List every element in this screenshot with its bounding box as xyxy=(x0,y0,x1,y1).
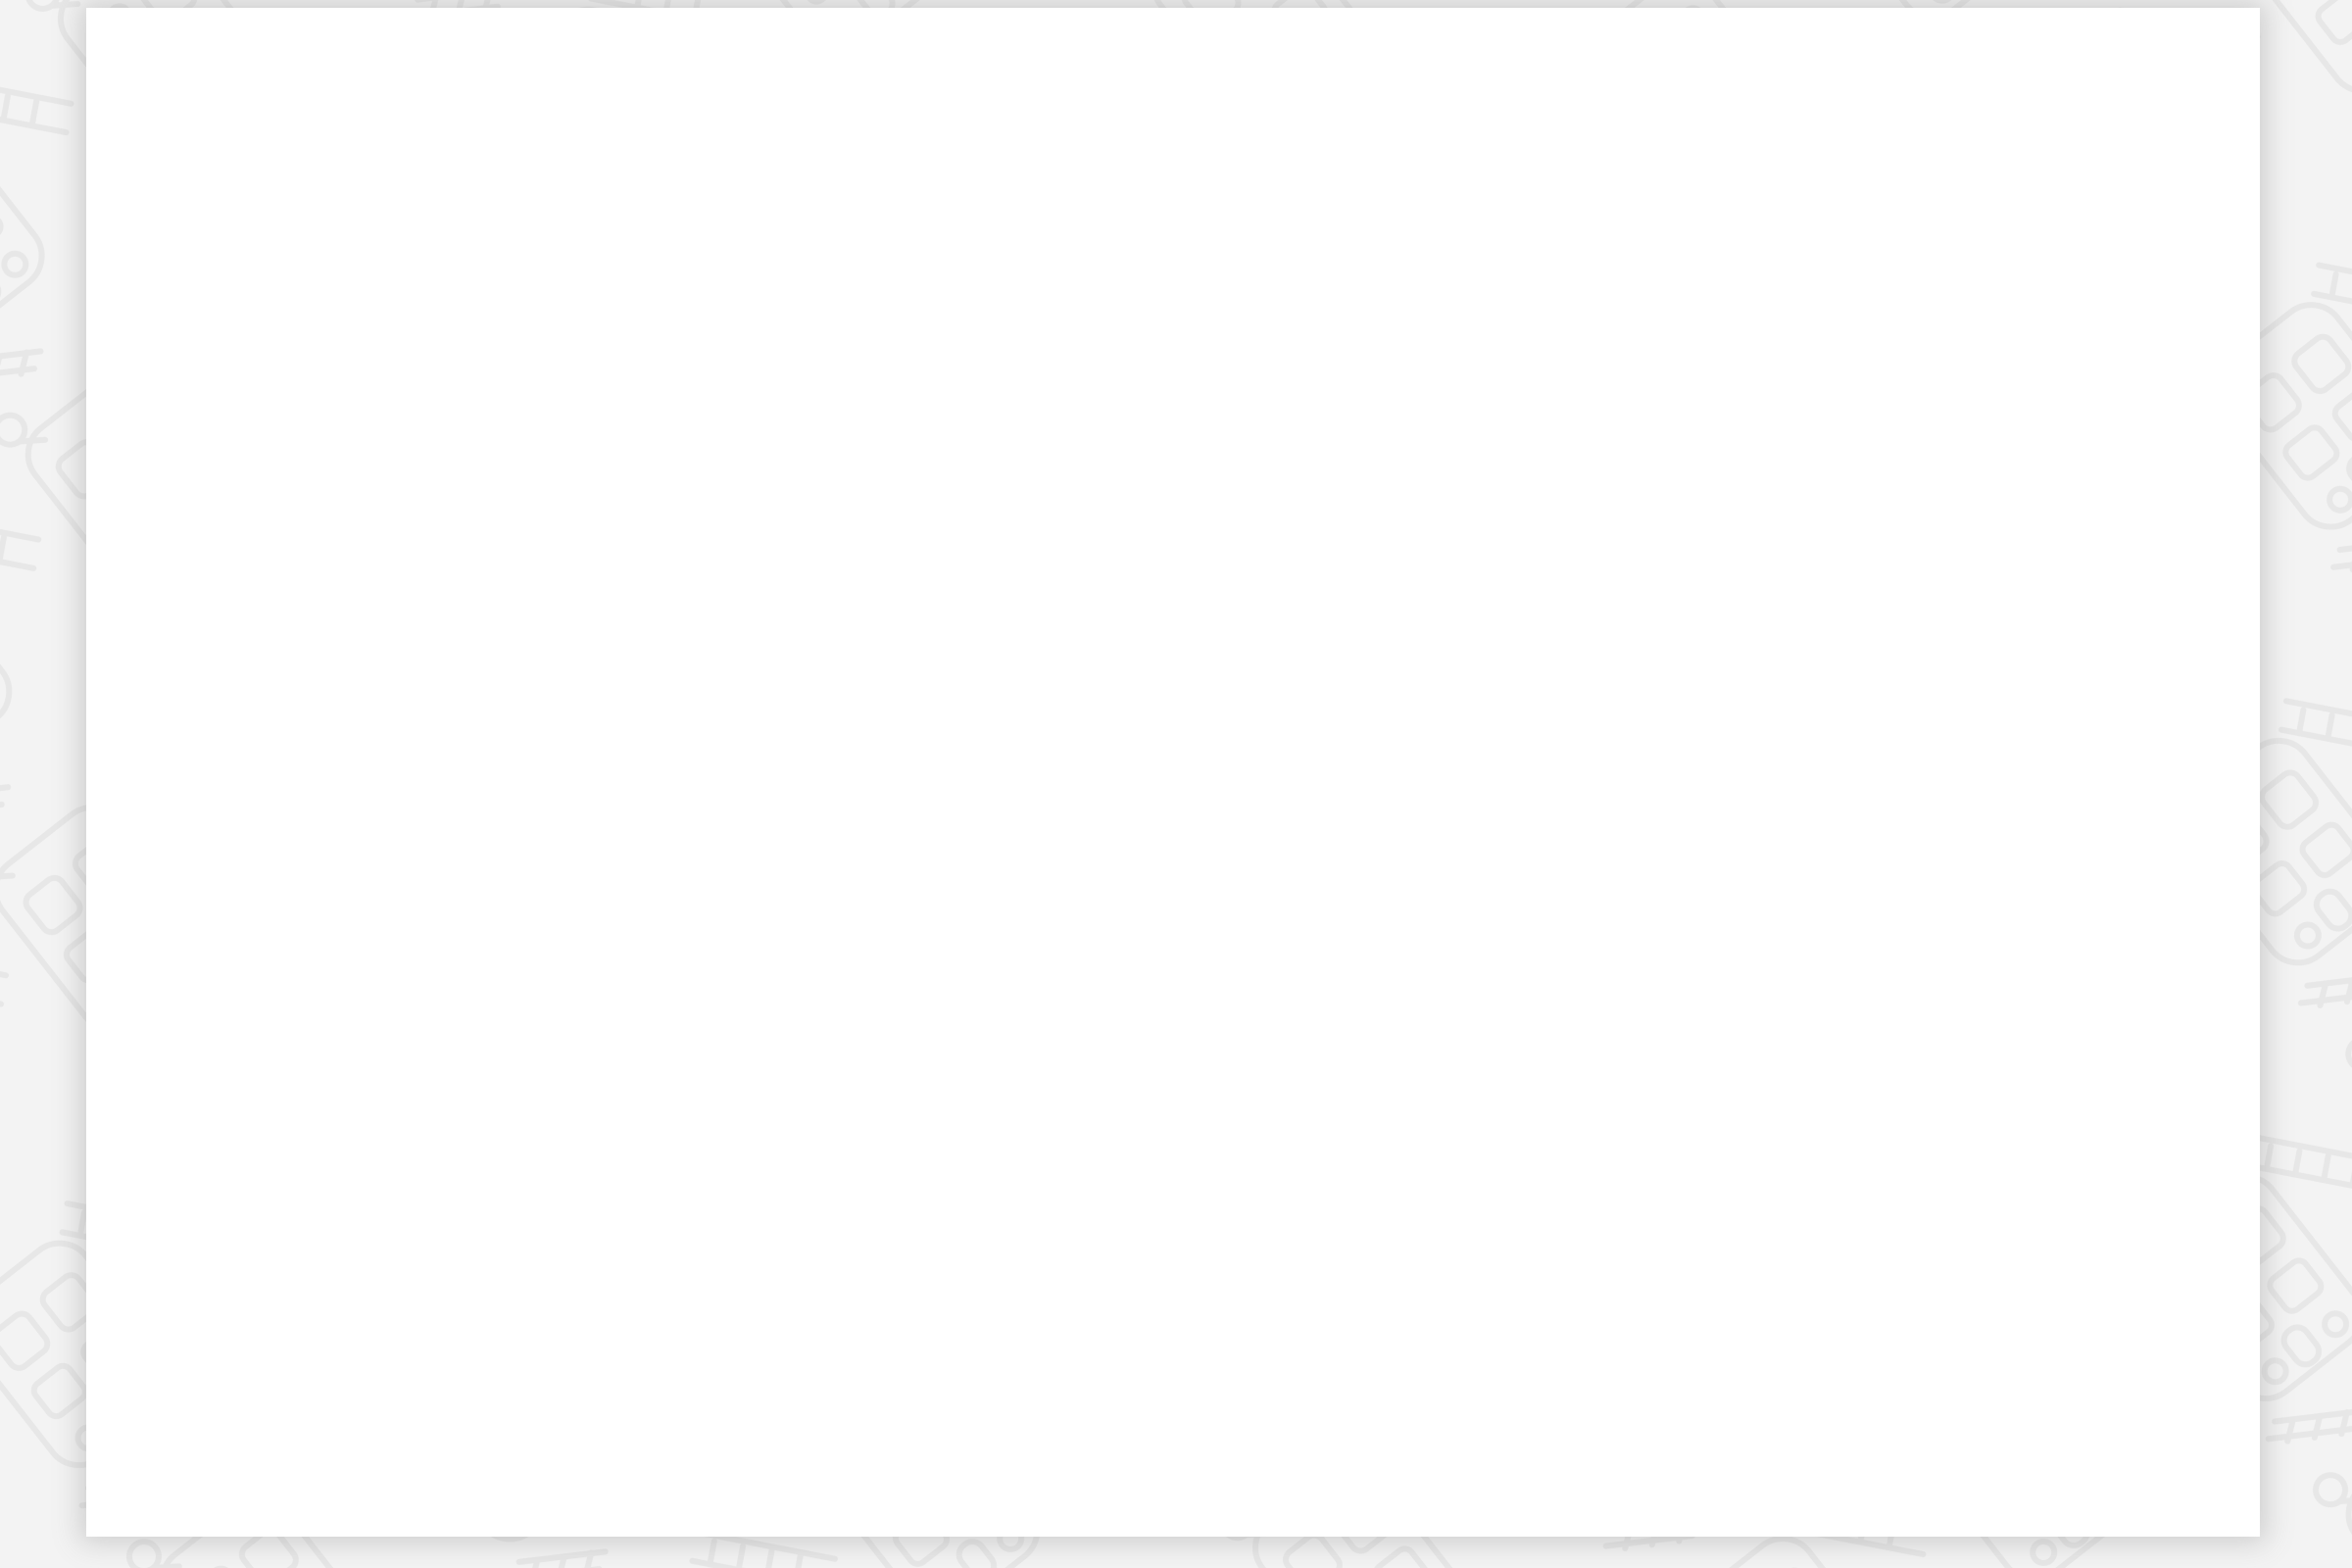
document-page xyxy=(86,8,2260,1537)
